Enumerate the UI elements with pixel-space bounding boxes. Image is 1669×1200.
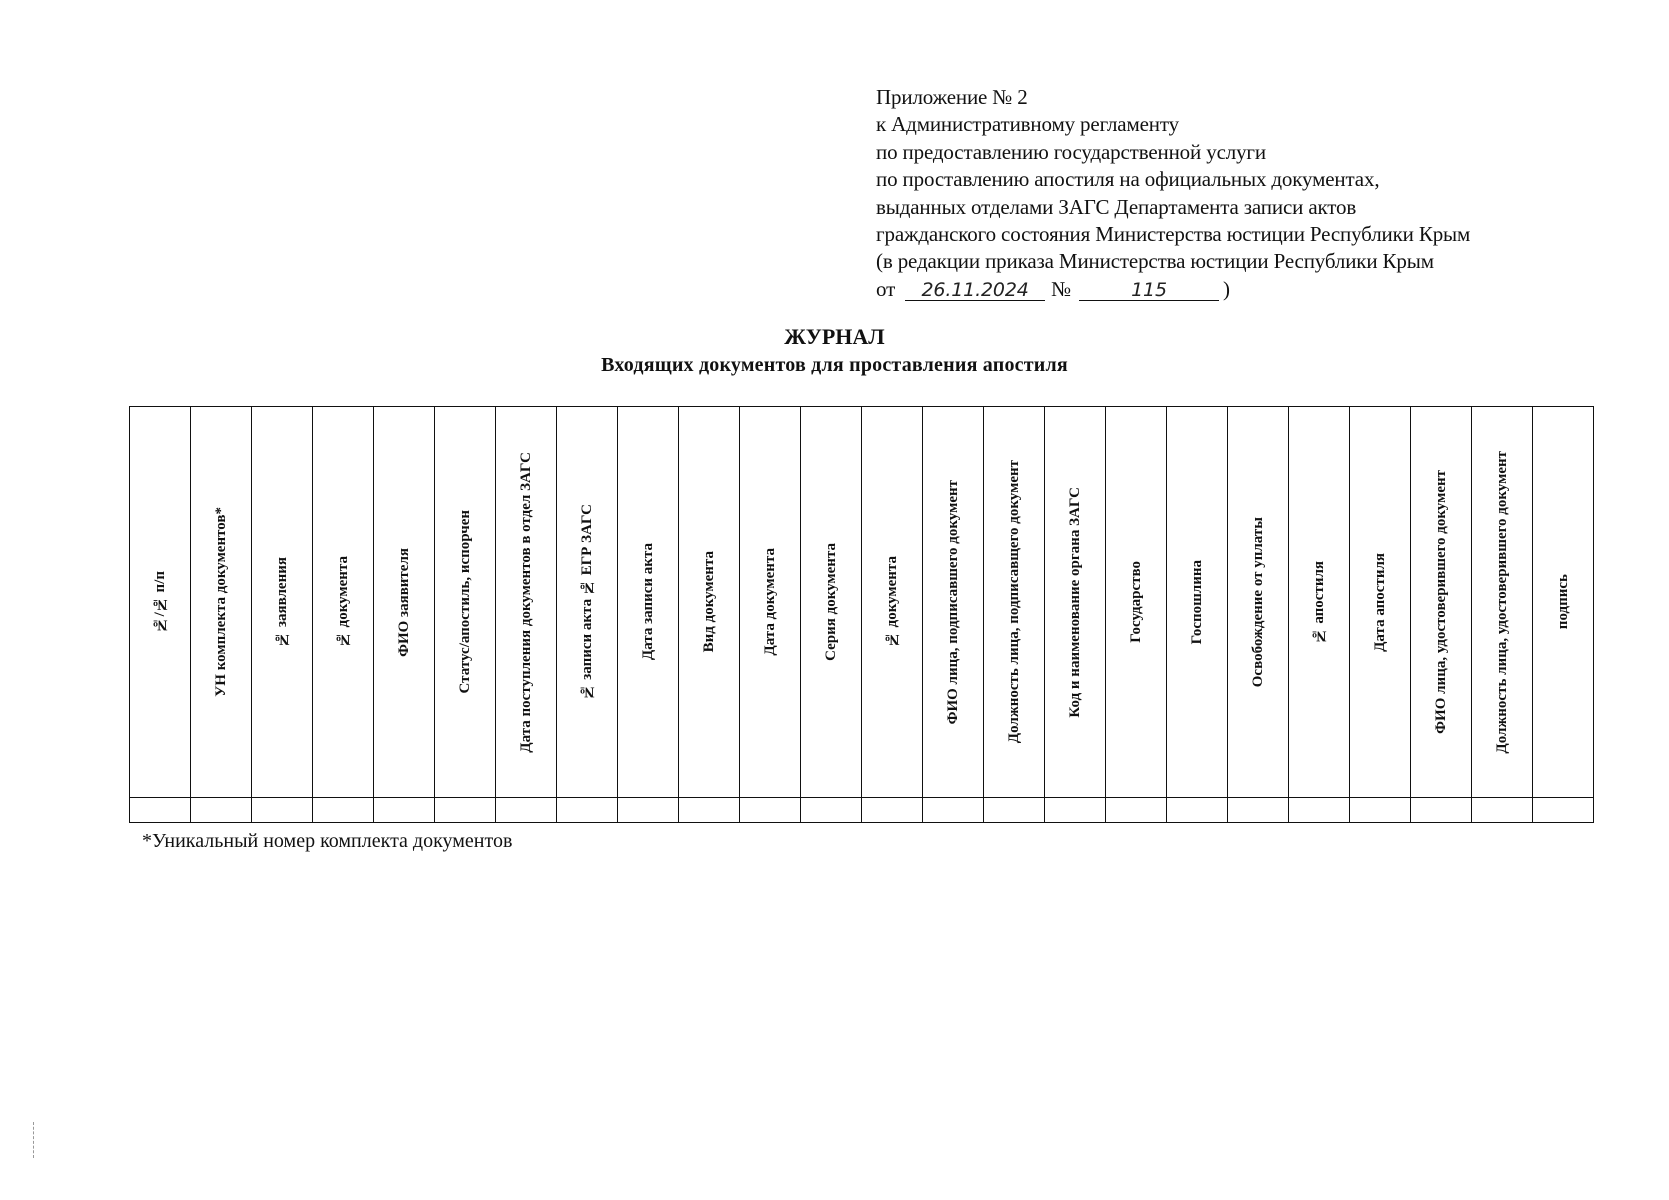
column-header-label: Статус/апостиль, испорчен [457,510,473,694]
approval-line: по проставлению апостиля на официальных документах, [876,167,1380,192]
column-header [1350,407,1411,798]
column-header [862,407,923,798]
table-cell[interactable] [435,798,496,823]
table-cell[interactable] [1411,798,1472,823]
column-header-label: Должность лица, удостоверившего документ [1494,450,1510,754]
column-header-label: ФИО заявителя [396,547,412,657]
table-cell[interactable] [252,798,313,823]
table-cell[interactable] [679,798,740,823]
column-header [1411,407,1472,798]
approval-block [876,84,1636,303]
column-header-label: ФИО лица, подписавшего документ [945,479,961,725]
column-header-label: № записи акта № ЕГР ЗАГС [579,504,595,700]
approval-line: (в редакции приказа Министерства юстиции Республики Крым [876,249,1434,274]
journal-table [129,406,1594,823]
closing-parenthesis: ) [1223,276,1230,301]
table-cell[interactable] [923,798,984,823]
column-header-label: № документа [884,556,900,648]
column-header-label: Должность лица, подписавщего документ [1006,460,1022,744]
column-header [252,407,313,798]
margin-marks [33,1122,36,1158]
column-header [435,407,496,798]
column-header-label: № заявления [274,557,290,647]
approval-line: гражданского состояния Министерства юстиции Республики Крым [876,222,1471,247]
table-cell[interactable] [1350,798,1411,823]
column-header-label: Дата записи акта [640,543,656,661]
column-header-label: № документа [335,556,351,648]
table-cell[interactable] [1228,798,1289,823]
column-header-label: ФИО лица, удостоверившего документ [1433,470,1449,734]
column-header [1045,407,1106,798]
column-header-label: Дата документа [762,548,778,656]
order-reference-line [876,276,1636,303]
column-header-label: Серия документа [823,543,839,661]
table-cell[interactable] [1106,798,1167,823]
table-cell[interactable] [313,798,374,823]
handwritten-number: 115 [1079,280,1219,301]
column-header [801,407,862,798]
from-label: от [876,276,896,301]
approval-line: по предоставлению государственной услуги [876,139,1266,164]
approval-line: к Административному регламенту [876,112,1179,137]
column-header-label: Госпошлина [1189,559,1205,645]
column-header-label: Дата поступления документов в отдел ЗАГС [518,451,534,753]
handwritten-date: 26.11.2024 [905,280,1045,301]
column-header [1228,407,1289,798]
column-header [1289,407,1350,798]
table-cell[interactable] [374,798,435,823]
column-header [923,407,984,798]
column-header-label: Код и наименование органа ЗАГС [1067,486,1083,718]
column-header-label: Государство [1128,561,1144,643]
column-header [374,407,435,798]
column-header [191,407,252,798]
column-header [1167,407,1228,798]
footnote: *Уникальный номер комплекта документов [142,830,513,852]
column-header [1106,407,1167,798]
column-header [1533,407,1594,798]
table-cell[interactable] [557,798,618,823]
column-header [679,407,740,798]
table-cell[interactable] [862,798,923,823]
column-header [313,407,374,798]
page-title: ЖУРНАЛ [784,324,885,349]
column-header-label: Освобождение от уплаты [1250,516,1266,688]
column-header-label: №/№ п/п [152,571,168,633]
approval-line: Приложение № 2 [876,85,1028,109]
column-header [496,407,557,798]
column-header [618,407,679,798]
table-cell[interactable] [1167,798,1228,823]
table-cell[interactable] [801,798,862,823]
column-header [130,407,191,798]
table-cell[interactable] [1533,798,1594,823]
table-header-row [130,407,1594,798]
column-header-label: Вид документа [701,551,717,653]
number-label: № [1051,276,1071,301]
column-header-label: подпись [1555,574,1571,630]
page-subtitle: Входящих документов для проставления апостиля [601,354,1068,376]
column-header-label: № апостиля [1311,560,1327,644]
table-cell[interactable] [1472,798,1533,823]
column-header [1472,407,1533,798]
table-cell[interactable] [984,798,1045,823]
table-cell[interactable] [740,798,801,823]
table-cell[interactable] [1289,798,1350,823]
column-header [557,407,618,798]
column-header [740,407,801,798]
column-header [984,407,1045,798]
table-cell[interactable] [1045,798,1106,823]
column-header-label: УН комплекта документов* [213,507,229,697]
table-cell[interactable] [618,798,679,823]
table-cell[interactable] [130,798,191,823]
table-cell[interactable] [496,798,557,823]
approval-line: выданных отделами ЗАГС Департамента записи актов [876,194,1357,219]
table-cell[interactable] [191,798,252,823]
column-header-label: Дата апостиля [1372,552,1388,652]
table-row [130,798,1594,823]
